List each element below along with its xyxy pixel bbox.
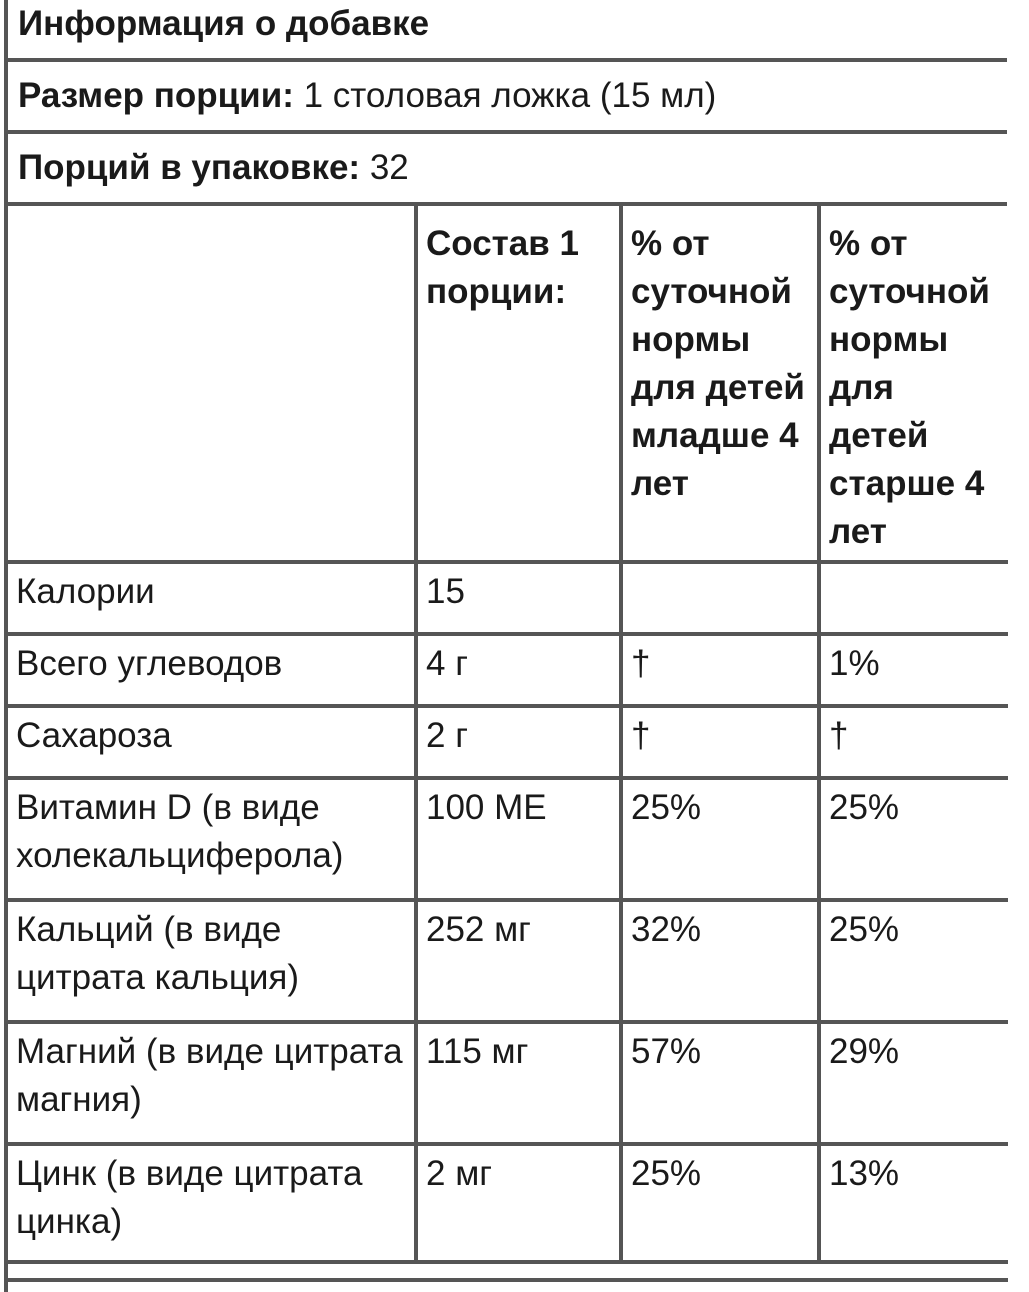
bottom-divider: [8, 1278, 1008, 1282]
header-nutrient: [8, 206, 416, 562]
panel-title: Информация о добавке: [8, 0, 1007, 62]
dv-under-4: †: [621, 706, 819, 778]
dv-under-4: 25%: [621, 1144, 819, 1262]
dv-under-4: 25%: [621, 778, 819, 900]
header-dv-under-4: % от суточной нормы для детей младше 4 лет: [621, 206, 819, 562]
nutrient-name: Кальций (в виде цитрата кальция): [8, 900, 416, 1022]
dv-over-4: 25%: [819, 900, 1008, 1022]
table-row: [8, 900, 1008, 1022]
dv-over-4: †: [819, 706, 1008, 778]
nutrient-amount: 4 г: [416, 634, 621, 706]
table-row: [8, 1022, 1008, 1144]
table-header-row: [8, 206, 1008, 562]
nutrient-name: Цинк (в виде цитрата цинка): [8, 1144, 416, 1262]
nutrient-table: [8, 206, 1008, 1264]
nutrient-name: Всего углеводов: [8, 634, 416, 706]
header-amount-per-serving: Состав 1 порции:: [416, 206, 621, 562]
serving-size-row: [8, 62, 1007, 134]
table-row: [8, 1144, 1008, 1262]
nutrient-amount: 2 г: [416, 706, 621, 778]
nutrient-name: Витамин D (в виде холекальциферола): [8, 778, 416, 900]
table-row: [8, 778, 1008, 900]
servings-per-container-label: Порций в упаковке:: [18, 148, 361, 187]
nutrient-name: Магний (в виде цитрата магния): [8, 1022, 416, 1144]
dv-under-4: 57%: [621, 1022, 819, 1144]
nutrient-amount: 100 МЕ: [416, 778, 621, 900]
nutrient-amount: 115 мг: [416, 1022, 621, 1144]
nutrient-amount: 2 мг: [416, 1144, 621, 1262]
header-dv-over-4: % от суточной нормы для детей старше 4 лет: [819, 206, 1008, 562]
serving-size-value: 1 столовая ложка (15 мл): [303, 76, 717, 115]
nutrient-amount: 252 мг: [416, 900, 621, 1022]
dv-under-4: 32%: [621, 900, 819, 1022]
nutrient-amount: 15: [416, 562, 621, 634]
servings-per-container-value: 32: [369, 148, 409, 187]
servings-per-container-row: [8, 134, 1007, 206]
dv-over-4: 29%: [819, 1022, 1008, 1144]
dv-under-4: [621, 562, 819, 634]
dv-under-4: †: [621, 634, 819, 706]
table-row: [8, 634, 1008, 706]
table-row: [8, 706, 1008, 778]
dv-over-4: 1%: [819, 634, 1008, 706]
dv-over-4: 25%: [819, 778, 1008, 900]
table-row: [8, 562, 1008, 634]
nutrient-name: Сахароза: [8, 706, 416, 778]
dv-over-4: 13%: [819, 1144, 1008, 1262]
serving-size-label: Размер порции:: [18, 76, 294, 115]
nutrient-name: Калории: [8, 562, 416, 634]
dv-over-4: [819, 562, 1008, 634]
